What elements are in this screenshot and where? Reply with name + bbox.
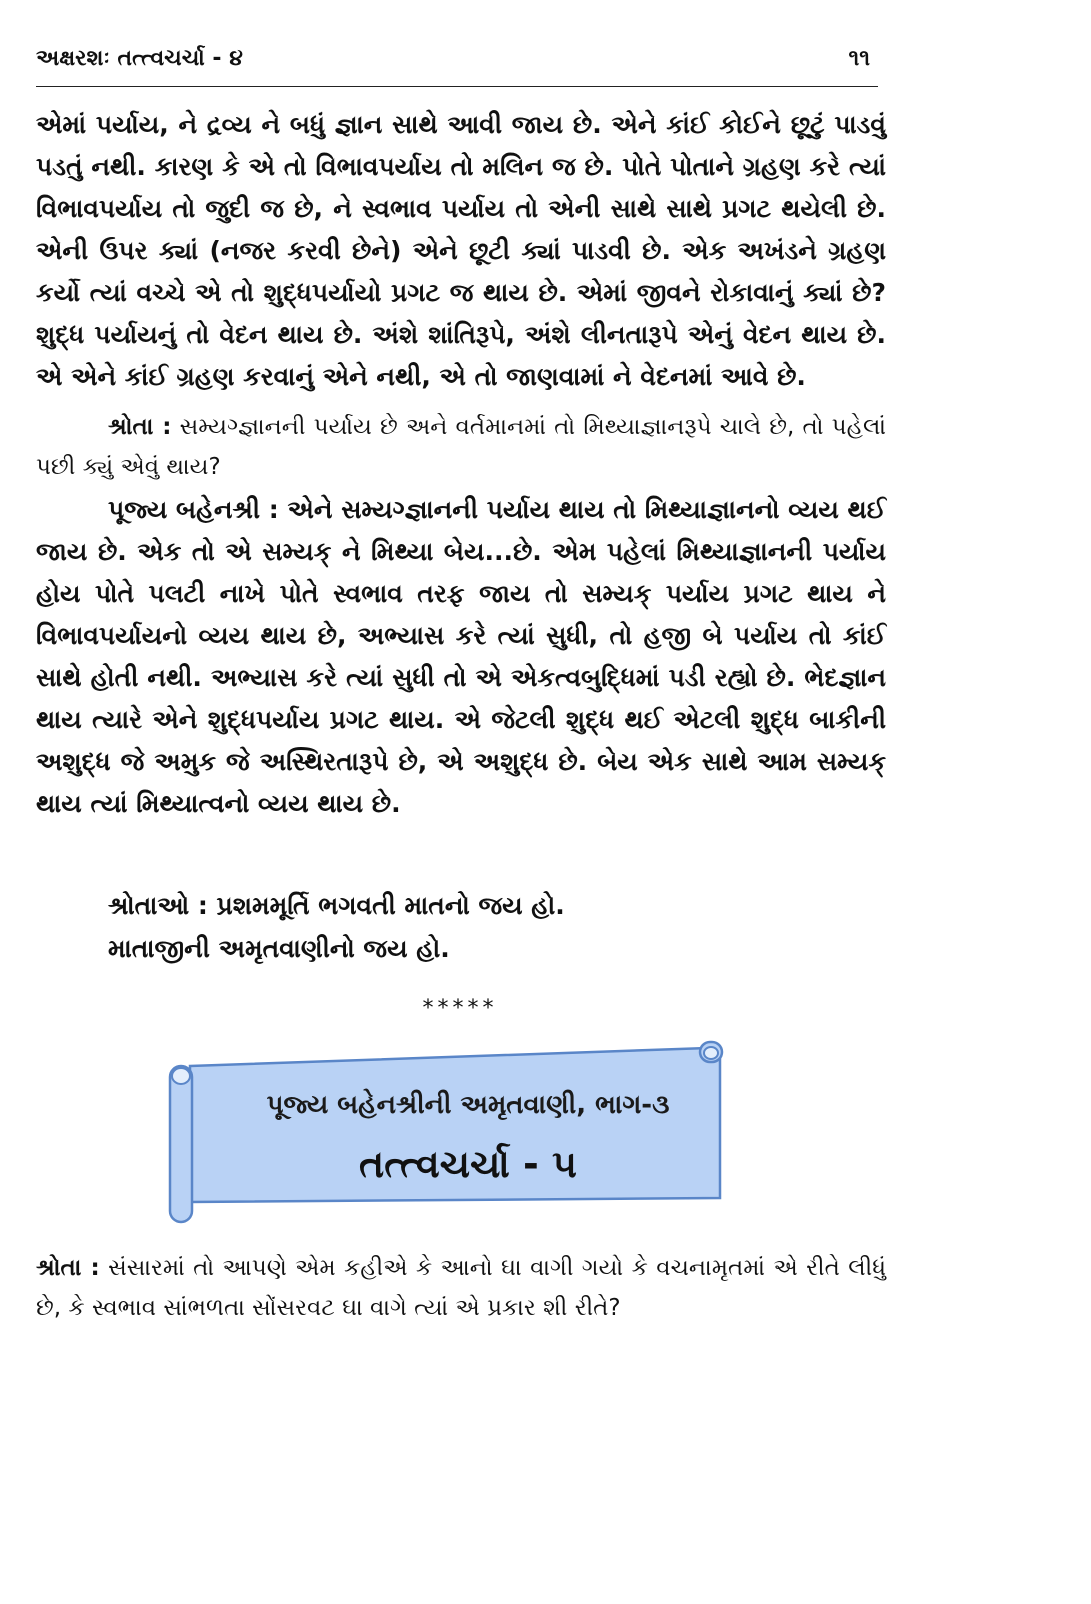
listener-question-1 [36, 407, 886, 487]
speaker-label: શ્રોતા : [108, 414, 172, 440]
header-title: અક્ષરશઃ તત્ત્વચર્ચા - ૪ [36, 46, 243, 71]
section-separator: ***** [422, 996, 498, 1021]
scroll-banner-graphic [168, 1040, 728, 1230]
question-text: સમ્યગ્જ્ઞાનની પર્યાય છે અને વર્તમાનમાં તો મિથ્યાજ્ઞાનરૂપે ચાલે છે, તો પહેલાં પછી ક્યું એવું થાય? [36, 414, 886, 480]
question-text: સંસારમાં તો આપણે એમ કહીએ કે આનો ઘા વાગી ગયો કે વચનામૃતમાં એ રીતે લીધું છે, કે સ્વભાવ સાંભળતા સોંસરવટ ઘા વાગે ત્યાં એ પ્રકાર શી રીતે? [36, 1255, 886, 1321]
closing-line-2: માતાજીની અમૃતવાણીનો જય હો. [108, 934, 450, 963]
banner-subtitle: પૂજ્ય બહેનશ્રીની અમૃતવાણી, ભાગ-૩ [266, 1090, 670, 1120]
answer-paragraph [36, 489, 886, 825]
banner-title: તત્ત્વચર્ચા - ૫ [359, 1142, 577, 1186]
speaker-label: શ્રોતા : [36, 1255, 100, 1281]
listener-question-2 [36, 1248, 886, 1328]
page-number: ૧૧ [848, 46, 870, 71]
speaker-label: પૂજ્ય બહેનશ્રી : [108, 495, 279, 524]
running-header [36, 44, 878, 87]
answer-paragraph-continued: એમાં પર્યાય, ને દ્રવ્ય ને બધું જ્ઞાન સાથે આવી જાય છે. એને કાંઈ કોઈને છૂટું પાડવું પડતું નથી. કારણ કે એ તો વિભાવપર્યાય તો મલિન જ છે. પોતે પોતાને ગ્રહણ કરે ત્યાં વિભાવપર્યાય તો જુદી જ છે, ને સ્વભાવ પર્યાય તો એની સાથે સાથે પ્રગટ થયેલી છે. એની ઉપર ક્યાં (નજર કરવી છેને) એને છૂટી ક્યાં પાડવી છે. એક અખંડને ગ્રહણ કર્યો ત્યાં વચ્ચે એ તો શુદ્ધપર્યાયો પ્રગટ જ થાય છે. એમાં જીવને રોકાવાનું ક્યાં છે? શુદ્ધ પર્યાયનું તો વેદન થાય છે. અંશે શાંતિરૂપે, અંશે લીનતારૂપે એનું વેદન થાય છે. એ એને કાંઈ ગ્રહણ કરવાનું એને નથી, એ તો જાણવામાં ને વેદનમાં આવે છે. [36, 110, 886, 391]
answer-text: એને સમ્યગ્જ્ઞાનની પર્યાય થાય તો મિથ્યાજ્ઞાનનો વ્યય થઈ જાય છે. એક તો એ સમ્યક્ ને મિથ્યા બેય...છે. એમ પહેલાં મિથ્યાજ્ઞાનની પર્યાય હોય પોતે પલટી નાખે પોતે સ્વભાવ તરફ જાય તો સમ્યક્ પર્યાય પ્રગટ થાય ને વિભાવપર્યાયનો વ્યય થાય છે, અભ્યાસ કરે ત્યાં સુધી, તો હજી બે પર્યાય તો કાંઈ સાથે હોતી નથી. અભ્યાસ કરે ત્યાં સુધી તો એ એકત્વબુદ્ધિમાં પડી રહ્યો છે. ભેદજ્ઞાન થાય ત્યારે એને શુદ્ધપર્યાય પ્રગટ થાય. એ જેટલી શુદ્ધ થઈ એટલી શુદ્ધ બાકીની અશુદ્ધ જે અમુક જે અસ્થિરતારૂપે છે, એ અશુદ્ધ છે. બેય એક સાથે આમ સમ્યક્ થાય ત્યાં મિથ્યાત્વનો વ્યય થાય છે. [36, 495, 886, 818]
chapter-banner [168, 1040, 728, 1230]
closing-line-1: શ્રોતાઓ : પ્રશમમૂર્તિ ભગવતી માતનો જય હો. [108, 891, 565, 920]
